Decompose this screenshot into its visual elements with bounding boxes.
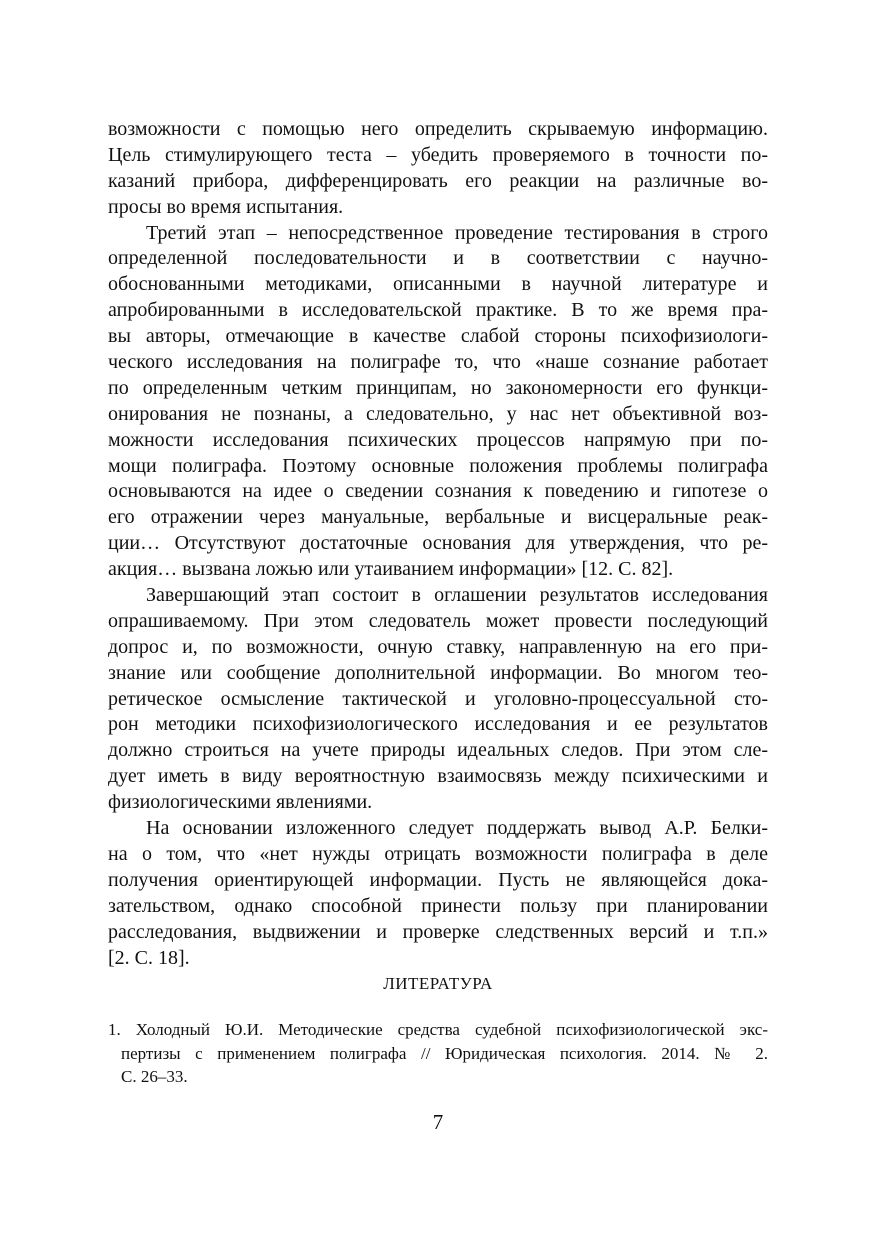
text-line: возможности с помощью него определить скрываемую информацию. xyxy=(108,118,768,140)
text-line: ции… Отсутствуют достаточные основания для утверждения, что ре- xyxy=(108,532,768,555)
text-line: онирования не познаны, а следовательно, у нас нет объективной воз- xyxy=(108,402,768,425)
text-line: расследования, выдвижении и проверке следственных версий и т.п.» xyxy=(108,920,768,943)
text-line: обоснованными методиками, описанными в научной литературе и xyxy=(108,273,768,296)
text-line: [2. С. 18]. xyxy=(108,946,190,969)
text-line: дует иметь в виду вероятностную взаимосвязь между психическими и xyxy=(108,765,768,788)
text-line: Третий этап – непосредственное проведение тестирования в строго xyxy=(146,221,768,244)
text-line: На основании изложенного следует поддержать вывод А.Р. Белки- xyxy=(146,817,768,840)
text-line: Цель стимулирующего теста – убедить проверяемого в точности по- xyxy=(108,143,768,166)
text-line: знание или сообщение дополнительной информации. Во многом тео- xyxy=(108,661,768,684)
text-line: по определенным четким принципам, но закономерности его функци- xyxy=(108,376,768,399)
text-line: ретическое осмысление тактической и уголовно-процессуальной сто- xyxy=(108,687,768,710)
reference-line: С. 26–33. xyxy=(121,1067,188,1086)
text-line: казаний прибора, дифференцировать его реакции на различные во- xyxy=(108,169,768,192)
text-line: Завершающий этап состоит в оглашении результатов исследования xyxy=(146,584,768,607)
text-line: мощи полиграфа. Поэтому основные положения проблемы полиграфа xyxy=(108,454,768,477)
text-line: вы авторы, отмечающие в качестве слабой стороны психофизиологи- xyxy=(108,325,768,348)
text-line: просы во время испытания. xyxy=(108,195,344,218)
text-line: допрос и, по возможности, очную ставку, направленную на его при- xyxy=(108,635,768,658)
text-line: зательством, однако способной принести пользу при планировании xyxy=(108,894,768,917)
text-line: получения ориентирующей информации. Пусть не являющейся дока- xyxy=(108,868,768,891)
text-line: акция… вызвана ложью или утаиванием информации» [12. С. 82]. xyxy=(108,558,674,581)
text-line: опрашиваемому. При этом следователь может провести последующий xyxy=(108,609,768,632)
text-line: физиологическими явлениями. xyxy=(108,791,373,814)
text-line: определенной последовательности и в соответствии с научно- xyxy=(108,247,768,270)
text-line: его отражении через мануальные, вербальные и висцеральные реак- xyxy=(108,506,768,529)
body-text xyxy=(108,117,768,971)
text-line: основываются на идее о сведении сознания к поведению и гипотезе о xyxy=(108,480,768,503)
reference-line: пертизы с применением полиграфа // Юридическая психология. 2014. № 2. xyxy=(121,1043,768,1063)
text-line: апробированными в исследовательской практике. В то же время пра- xyxy=(108,299,768,322)
reference-list xyxy=(108,1018,768,1089)
page-number: 7 xyxy=(432,1110,444,1134)
text-line: на о том, что «нет нужды отрицать возможности полиграфа в деле xyxy=(108,842,768,865)
text-line: ческого исследования на полиграфе то, что «наше сознание работает xyxy=(108,351,768,374)
section-heading-literature: ЛИТЕРАТУРА xyxy=(383,974,493,993)
reference-line: 1. Холодный Ю.И. Методические средства судебной психофизиологической экс- xyxy=(108,1020,768,1039)
text-line: рон методики психофизиологического исследования и ее результатов xyxy=(108,713,768,736)
text-line: должно строиться на учете природы идеальных следов. При этом сле- xyxy=(108,739,768,762)
text-line: можности исследования психических процессов напрямую при по- xyxy=(108,428,768,451)
